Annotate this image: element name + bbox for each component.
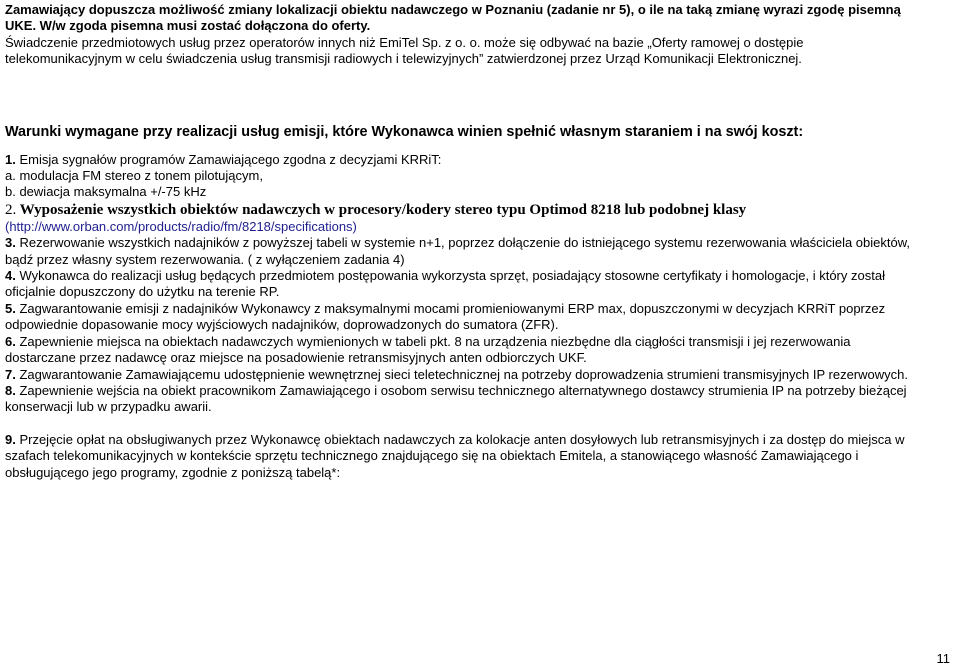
item-7-line-1 [5, 367, 955, 383]
item-6-text: Zapewnienie miejsca na obiektach nadawczych wymienionych w tabeli pkt. 8 na urządzenia niezbędne dla ciągłości transmisji i jej rezerwowania [15, 333, 851, 349]
document-page [5, 2, 955, 481]
orban-link[interactable]: (http://www.orban.com/products/radio/fm/8218/specifications) [5, 218, 357, 234]
section-heading: Warunki wymagane przy realizacji usług emisji, które Wykonawca winien spełnić własnym staraniem i na swój koszt: [5, 123, 804, 140]
intro-line-4: telekomunikacyjnym w celu świadczenia usług transmisji radiowych i telewizyjnych” zatwierdzonej przez Urząd Komunikacji Elektronicznej. [5, 51, 802, 67]
item-7-number: 7. [5, 366, 16, 382]
item-2-url [5, 219, 955, 235]
item-9-text: Przejęcie opłat na obsługiwanych przez Wykonawcę obiektach nadawczych za kolokacje anten dosyłowych lub retransmisyjnych i za dostęp do miejsca w [15, 431, 905, 447]
item-9-number: 9. [5, 431, 16, 447]
intro-line-3: Świadczenie przedmiotowych usług przez operatorów innych niż EmiTel Sp. z o. o. może się odbywać na bazie „Oferty ramowej o dostępie [5, 34, 804, 50]
item-2-text: Wyposażenie wszystkich obiektów nadawczych w procesory/kodery stereo typu Optimod 8218 lub podobnej klasy [16, 201, 747, 218]
item-3-line-1 [5, 235, 955, 251]
item-3-number: 3. [5, 235, 16, 251]
item-9-line-3: obsługującego jego programy, zgodnie z poniższą tabelą*: [5, 464, 341, 480]
item-8-text: Zapewnienie wejścia na obiekt pracownikom Zamawiającego i osobom serwisu technicznego alternatywnego dostawcy strumienia IP na potrzeby bieżącej [15, 382, 907, 398]
item-8-number: 8. [5, 382, 16, 398]
item-4-text: Wykonawca do realizacji usług będących przedmiotem postępowania wykorzysta sprzęt, posiadający stosowne certyfikaty i homologacje, i który został [15, 268, 885, 284]
item-2-number: 2. [5, 201, 17, 218]
page-number: 11 [936, 651, 950, 666]
item-5-line-1 [5, 301, 955, 317]
intro-line-2: UKE. W/w zgoda pisemna musi zostać dołączona do oferty. [5, 18, 371, 34]
item-5-number: 5. [5, 300, 16, 316]
item-8-line-1 [5, 383, 955, 399]
item-1-text: Emisja sygnałów programów Zamawiającego zgodna z decyzjami KRRiT: [15, 151, 442, 167]
item-3-text: Rezerwowanie wszystkich nadajników z powyższej tabeli w systemie n+1, poprzez dołączenie do istniejącego systemu rezerwowania właściciela obiektów, [15, 235, 911, 251]
item-5-line-2: odpowiednie dopasowanie mocy wyjściowych nadajników, doprowadzonych do sumatora (ZFR). [5, 317, 559, 333]
item-1b: b. dewiacja maksymalna +/-75 kHz [5, 184, 207, 200]
item-6-line-2: dostarczane przez nadawcę oraz miejsce na posadowienie retransmisyjnych anten odbiorczych UKF. [5, 350, 587, 366]
intro-line-1: Zamawiający dopuszcza możliwość zmiany lokalizacji obiektu nadawczego w Poznaniu (zadanie nr 5), o ile na taką zmianę wyrazi zgodę pisemną [5, 2, 901, 17]
item-8-line-2: konserwacji lub w przypadku awarii. [5, 399, 212, 415]
item-4-line-1 [5, 268, 955, 284]
item-6-number: 6. [5, 333, 16, 349]
item-1-number: 1. [5, 151, 16, 167]
item-4-number: 4. [5, 268, 16, 284]
item-4-line-2: oficjalnie dopuszczony do użytku na terenie RP. [5, 284, 280, 300]
item-9-line-1 [5, 432, 955, 448]
item-2 [5, 201, 955, 219]
item-7-text: Zagwarantowanie Zamawiającemu udostępnienie wewnętrznej sieci teletechnicznej na potrzeby doprowadzenia strumieni transmisyjnych IP rezerwowych. [15, 366, 908, 382]
item-1 [5, 152, 955, 168]
item-6-line-1 [5, 334, 955, 350]
item-3-line-2: bądź przez własny system rezerwowania. ( z wyłączeniem zadania 4) [5, 251, 405, 267]
item-5-text: Zagwarantowanie emisji z nadajników Wykonawcy z maksymalnymi mocami promieniowanymi ERP max, dopuszczonymi w decyzjach KRRiT poprzez [15, 300, 886, 316]
item-1a: a. modulacja FM stereo z tonem pilotującym, [5, 168, 263, 184]
item-9-line-2: szafach telekomunikacyjnych w kontekście sprzętu technicznego znajdującego się na obiektach Emitela, a stanowiącego własność Zamawiającego i [5, 448, 859, 464]
